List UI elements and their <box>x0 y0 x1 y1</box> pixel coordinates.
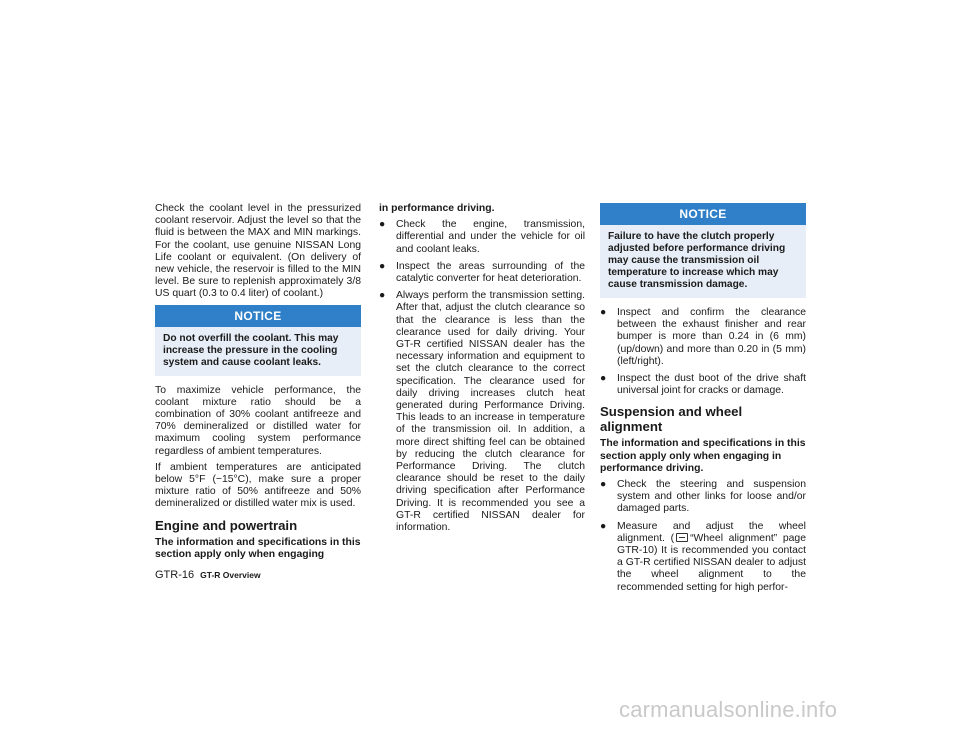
suspension-checklist <box>600 479 806 594</box>
bullet-icon: ● <box>600 307 607 318</box>
list-item: ● Inspect the dust boot of the drive shaft universal joint for cracks or damage. <box>600 373 806 397</box>
notice-text: Failure to have the clutch properly adjusted before performance driving may cause the transmission oil temperature to increase which may cause transmission damage. <box>608 231 786 290</box>
engine-checklist <box>379 219 585 534</box>
list-item: ● Check the engine, transmission, differential and under the vehicle for oil and coolant leaks. <box>379 219 585 255</box>
watermark: carmanualsonline.info <box>619 697 838 722</box>
powertrain-checklist <box>600 307 806 397</box>
section-heading-engine-powertrain: Engine and powertrain <box>155 517 298 533</box>
reference-book-icon <box>676 533 688 542</box>
section-lead: The information and specifications in this section apply only when engaging <box>155 536 361 560</box>
page-footer <box>155 569 261 581</box>
list-item: ● Inspect and confirm the clearance between the exhaust finisher and rear bumper is more than 0.24 in (6 mm) (up/down) and more than 0.20 in (5 mm) (left/right). <box>600 307 806 367</box>
bullet-icon: ● <box>600 520 607 532</box>
notice-title: NOTICE <box>155 305 361 327</box>
bullet-icon: ● <box>379 219 386 231</box>
list-item: ● Measure and adjust the wheel alignment. ( “Wheel alignment” page GTR-10) It is recommended you contact a GT-R certified NISSAN dealer to adjust the wheel alignment to the recommended setting for high perfor- <box>600 520 806 593</box>
coolant-mixture-paragraph: To maximize vehicle performance, the coolant mixture ratio should be a combination of 30% coolant antifreeze and 70% demineralized or distilled water for maximum cooling system performance regardless of ambient temperatures. <box>155 384 361 457</box>
bullet-icon: ● <box>379 290 386 302</box>
section-heading-suspension: Suspension and wheel alignment <box>600 404 743 435</box>
coolant-intro: Check the coolant level in the pressurized coolant reservoir. Adjust the level so that the fluid is between the MAX and MIN markings. For the coolant, use genuine NISSAN Long Life coolant or equivalent. (On delivery of new vehicle, the reservoir is filled to the MIN level. Be sure to replenish approximately 3/8 US quart (0.3 to 0.4 liter) of coolant.) <box>155 203 361 300</box>
bullet-icon: ● <box>379 260 386 272</box>
notice-text: Do not overfill the coolant. This may increase the pressure in the cooling system and cause coolant leaks. <box>163 332 339 368</box>
bullet-icon: ● <box>600 373 607 385</box>
notice-box-clutch <box>600 203 806 298</box>
bullet-icon: ● <box>600 479 607 491</box>
notice-title: NOTICE <box>600 203 806 225</box>
column-middle <box>379 203 585 539</box>
cold-temperature-paragraph: If ambient temperatures are anticipated below 5°F (−15°C), make sure a proper mixture ratio of 50% antifreeze and 50% demineralized or distilled water mix is used. <box>155 461 361 510</box>
footer-section-title: GT-R Overview <box>200 570 261 580</box>
list-item: ● Inspect the areas surrounding of the catalytic converter for heat deterioration. <box>379 260 585 285</box>
list-item: ● Check the steering and suspension system and other links for loose and/or damaged parts. <box>600 479 806 515</box>
notice-box-coolant <box>155 305 361 376</box>
column-left <box>155 203 361 565</box>
section-lead-continued: in performance driving. <box>379 203 495 214</box>
column-right <box>600 203 806 599</box>
section-lead: The information and specifications in this section apply only when engaging in performance driving. <box>600 438 806 474</box>
page-number: GTR-16 <box>155 569 195 581</box>
list-item: ● Always perform the transmission setting. After that, adjust the clutch clearance so that the clearance is less than the clearance used for daily driving. Your GT-R certified NISSAN dealer has the necessary information and equipment to set the clutch clearance to the correct specification. The clearance used for daily driving increases clutch heat generated during Performance Driving. This leads to an increase in temperature of the transmission oil. In addition, a more direct shifting feel can be obtained by reducing the clutch clearance for Performance Driving. The clutch clearance should be reset to the daily driving specification after Performance Driving. It is recommended you see a GT-R certified NISSAN dealer for information. <box>379 290 585 534</box>
wheel-alignment-link[interactable]: “Wheel alignment” page GTR-10) It is recommended you contact a GT-R certified NISSAN dealer to adjust the wheel alignment to the recommended setting for high perfor- <box>617 532 806 593</box>
